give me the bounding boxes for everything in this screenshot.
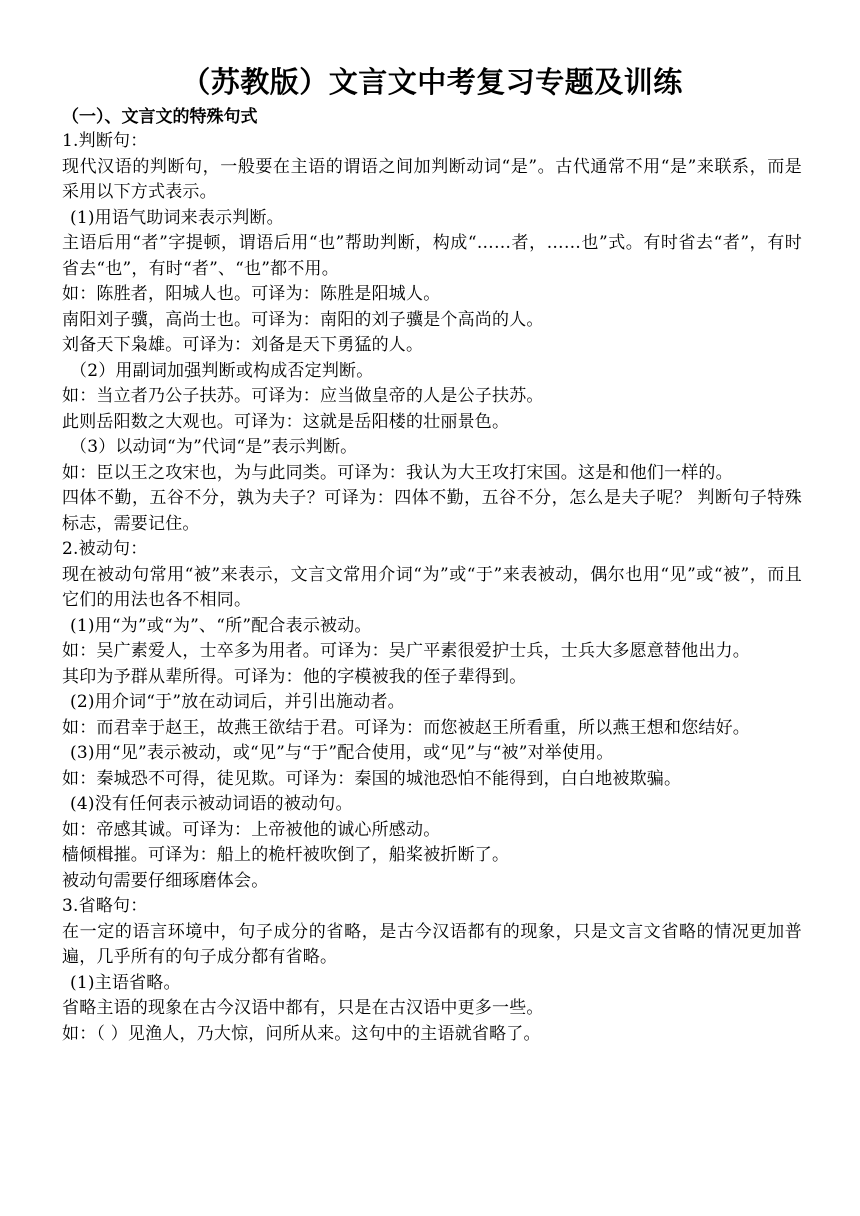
- example-line: 刘备天下枭雄。可译为：刘备是天下勇猛的人。: [62, 335, 424, 355]
- example-line: 如：陈胜者，阳城人也。可译为：陈胜是阳城人。: [62, 284, 441, 304]
- section-heading: （一）、文言文的特殊句式: [62, 107, 258, 127]
- subheading: (1)用语气助词来表示判断。: [70, 207, 284, 228]
- subheading: (3)用“见”表示被动，或“见”与“于”配合使用，或“见”与“被”对举使用。: [70, 743, 614, 763]
- subheading: （2）用副词加强判断或构成否定判断。: [70, 360, 374, 381]
- document-title: （苏教版）文言文中考复习专题及训练: [181, 65, 683, 99]
- example-line: 如：臣以王之攻宋也，为与此同类。可译为：我认为大王攻打宋国。这是和他们一样的。: [62, 462, 733, 483]
- example-line: 如：吴广素爱人，士卒多为用者。可译为：吴广平素很爱护士兵，士兵大多愿意替他出力。: [62, 641, 750, 661]
- subheading: （3）以动词“为”代词“是”表示判断。: [70, 437, 358, 457]
- paragraph: 现代汉语的判断句，一般要在主语的谓语之间加判断动词“是”。古代通常不用“是”来联系，而是采用以下方式表示。: [62, 156, 802, 202]
- paragraph: 在一定的语言环境中，句子成分的省略，是古今汉语都有的现象，只是文言文省略的情况更加普遍，几乎所有的句子成分都有省略。: [62, 921, 802, 967]
- document-page: [62, 58, 802, 1047]
- example-line: 四体不勤，五谷不分，孰为夫子？可译为：四体不勤，五谷不分，怎么是夫子呢？ 判断句子特殊标志，需要记住。: [62, 488, 802, 534]
- subheading: (4)没有任何表示被动词语的被动句。: [70, 794, 353, 814]
- paragraph: 现在被动句常用“被”来表示，文言文常用介词“为”或“于”来表被动，偶尔也用“见”或“被”，而且它们的用法也各不相同。: [62, 564, 802, 610]
- example-line: 如：帝感其诚。可译为：上帝被他的诚心所感动。: [62, 819, 441, 840]
- heading-judgment-sentence: 1.判断句：: [62, 131, 148, 151]
- example-line: 此则岳阳数之大观也。可译为：这就是岳阳楼的壮丽景色。: [62, 411, 510, 432]
- example-line: 如：（ ）见渔人，乃大惊，问所从来。这句中的主语就省略了。: [62, 1023, 541, 1044]
- subheading: (1)主语省略。: [70, 972, 181, 993]
- example-line: 如：秦城恐不可得，徒见欺。可译为：秦国的城池恐怕不能得到，白白地被欺骗。: [62, 768, 682, 789]
- heading-passive-sentence: 2.被动句：: [62, 539, 148, 559]
- subheading: (2)用介词“于”放在动词后，并引出施动者。: [70, 692, 405, 712]
- example-line: 南阳刘子骥，高尚士也。可译为：南阳的刘子骥是个高尚的人。: [62, 309, 544, 330]
- example-line: 其印为予群从辈所得。可译为：他的字模被我的侄子辈得到。: [62, 666, 527, 687]
- example-line: 樯倾楫摧。可译为：船上的桅杆被吹倒了，船桨被折断了。: [62, 845, 510, 865]
- subheading: (1)用“为”或“为”、“所”配合表示被动。: [70, 615, 372, 636]
- paragraph: 被动句需要仔细琢磨体会。: [62, 870, 269, 891]
- example-line: 如：当立者乃公子扶苏。可译为：应当做皇帝的人是公子扶苏。: [62, 386, 544, 406]
- example-line: 如：而君幸于赵王，故燕王欲结于君。可译为：而您被赵王所看重，所以燕王想和您结好。: [62, 717, 750, 738]
- heading-ellipsis-sentence: 3.省略句：: [62, 896, 148, 916]
- paragraph: 省略主语的现象在古今汉语中都有，只是在古汉语中更多一些。: [62, 998, 544, 1018]
- paragraph: 主语后用“者”字提顿，谓语后用“也”帮助判断，构成“……者，……也”式。有时省去“者”，有时省去“也”，有时“者”、“也”都不用。: [62, 233, 802, 279]
